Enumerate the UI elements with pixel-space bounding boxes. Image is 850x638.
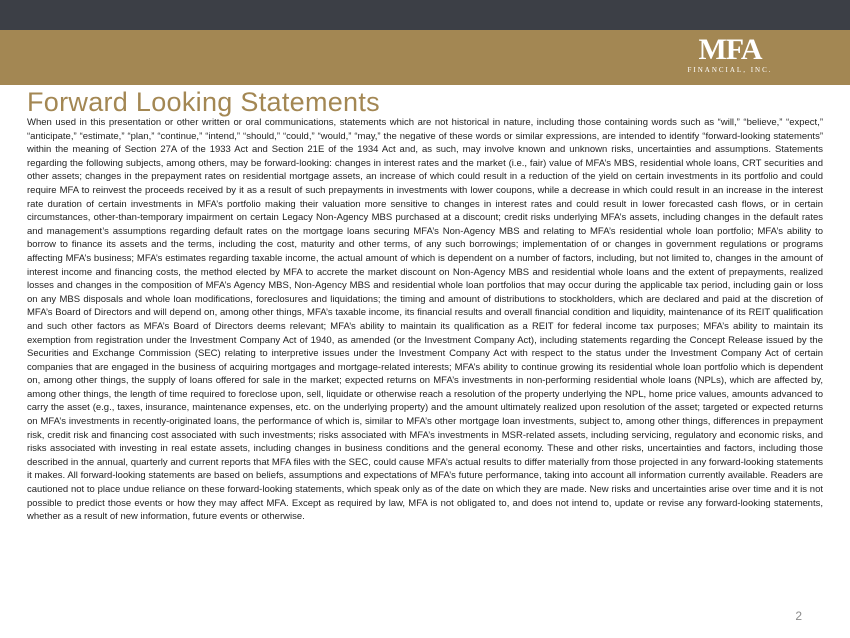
page-title: Forward Looking Statements (27, 87, 380, 117)
page-number: 2 (795, 609, 802, 623)
logo-mark: MFA (698, 33, 762, 66)
mfa-logo (684, 35, 776, 79)
top-dark-bar (0, 0, 850, 30)
forward-looking-statements-text: When used in this presentation or other written or oral communications, statements which are not historical in nature, including those containing words such as “will,” “believe,” “expect,” “anticipate,” “estimate,” “plan,” “continue,” “intend,” “should,” “could,” “would,” “may,” the negative of these words or similar expressions, are intended to identify “forward-looking statements” within the meaning of Section 27A of the 1933 Act and Section 21E of the 1934 Act and, as such, may involve known and unknown risks, uncertainties and assumptions. Statements regarding the following subjects, among others, may be forward-looking: changes in interest rates and the market (i.e., fair) value of MFA’s MBS, residential whole loans, CRT securities and other assets; changes in the prepayment rates on residential mortgage assets, an increase of which could result in a reduction of the yield on certain investments in its portfolio and could require MFA to reinvest the proceeds received by it as a result of such prepayments in investments with lower coupons, while a decrease in which could result in an increase in the interest rate duration of certain investments in MFA’s portfolio making their valuation more sensitive to changes in interest rates and could result in lower forecasted cash flows, or in certain circumstances, other-than-temporary impairment on certain Legacy Non-Agency MBS purchased at a discount; credit risks underlying MFA’s assets, including changes in the default rates and management’s assumptions regarding default rates on the mortgage loans securing MFA’s Non-Agency MBS and relating to MFA’s residential whole loan portfolio; MFA’s ability to borrow to finance its assets and the terms, including the cost, maturity and other terms, of any such borrowings; implementation of or changes in government regulations or programs affecting MFA’s business; MFA’s estimates regarding taxable income, the actual amount of which is dependent on a number of factors, including, but not limited to, changes in the amount of interest income and financing costs, the method elected by MFA to accrete the market discount on Non-Agency MBS and residential whole loans and the extent of prepayments, realized losses and changes in the composition of MFA’s Agency MBS, Non-Agency MBS and residential whole loan portfolios that may occur during the applicable tax period, including gain or loss on any MBS disposals and whole loan modifications, foreclosures and liquidations; the timing and amount of distributions to stockholders, which are declared and paid at the discretion of MFA’s Board of Directors and will depend on, among other things, MFA’s taxable income, its financial results and overall financial condition and liquidity, maintenance of its REIT qualification and such other factors as MFA’s Board of Directors deems relevant; MFA’s ability to maintain its qualification as a REIT for federal income tax purposes; MFA’s ability to maintain its exemption from registration under the Investment Company Act of 1940, as amended (or the Investment Company Act), including statements regarding the Concept Release issued by the Securities and Exchange Commission (SEC) relating to interpretive issues under the Investment Company Act with respect to the status under the Investment Company Act of certain companies that are engaged in the business of acquiring mortgages and mortgage-related interests; MFA’s ability to continue growing its residential whole loan portfolio which is dependent on, among other things, the supply of loans offered for sale in the market; expected returns on MFA’s investments in non-performing residential whole loans (NPLs), which are affected by, among other things, the length of time required to foreclose upon, sell, liquidate or otherwise reach a resolution of the property underlying the NPL, home price values, amounts advanced to carry the asset (e.g., taxes, insurance, maintenance expenses, etc. on the underlying property) and the amount ultimately realized upon resolution of the asset; targeted or expected returns on MFA’s investments in recently-originated loans, the performance of which is, similar to MFA’s other mortgage loan investments, subject to, among other things, differences in prepayment risk, credit risk and financing cost associated with such investments; risks associated with MFA’s investments in MSR-related assets, including servicing, regulatory and economic risks, and risks associated with investing in real estate assets, including changes in business conditions and the general economy. These and other risks, uncertainties and factors, including those described in the annual, quarterly and current reports that MFA files with the SEC, could cause MFA’s actual results to differ materially from those projected in any forward-looking statements it makes. All forward-looking statements are based on beliefs, assumptions and expectations of MFA’s future performance, taking into account all information currently available. Readers are cautioned not to place undue reliance on these forward-looking statements, which speak only as of the date on which they are made. New risks and uncertainties arise over time and it is not possible to predict those events or how they may affect MFA. Except as required by law, MFA is not obligated to, and does not intend to, update or revise any forward-looking statements, whether as a result of new information, future events or otherwise. (27, 117, 823, 523)
logo-subtitle: FINANCIAL, INC. (687, 66, 773, 74)
